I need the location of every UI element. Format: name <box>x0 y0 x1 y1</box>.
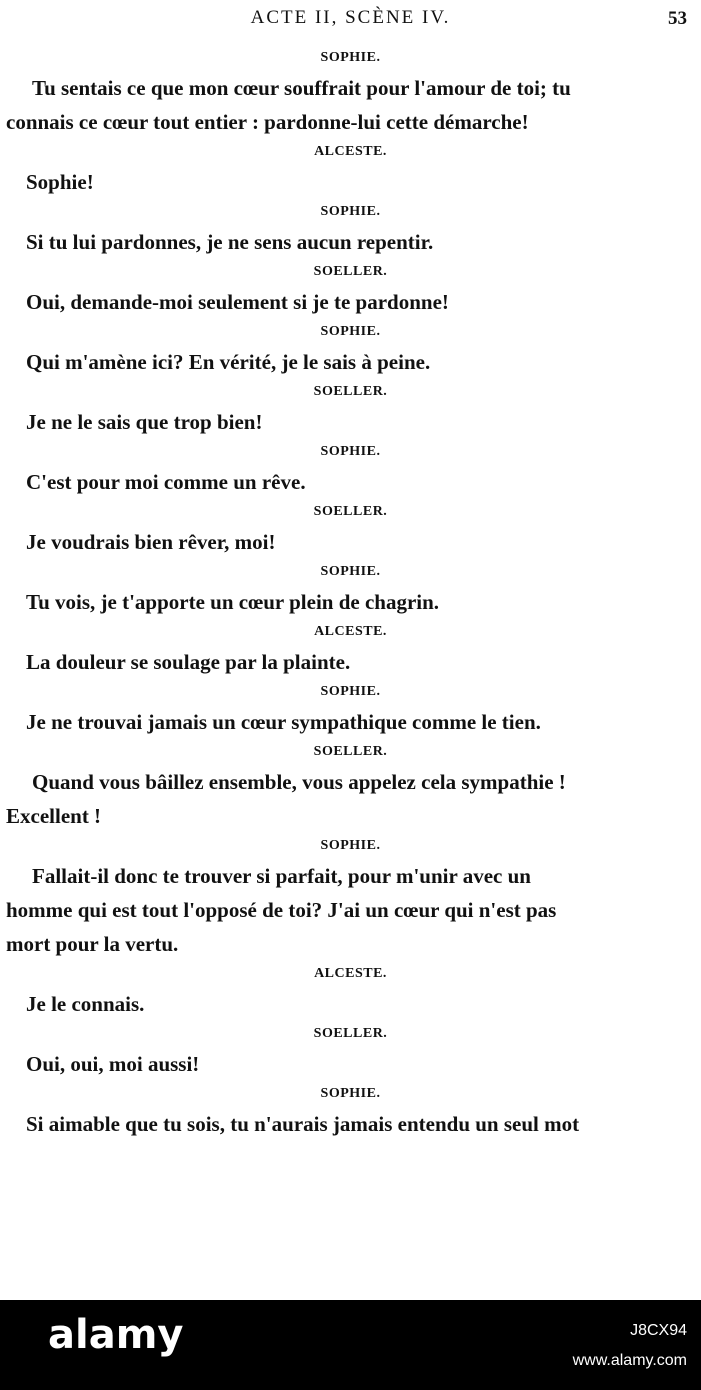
dialogue-line <box>0 705 701 739</box>
dialogue-line <box>0 859 701 961</box>
dialogue-line <box>0 71 701 139</box>
speaker-name: SOPHIE. <box>320 684 381 699</box>
dialogue-line <box>0 1047 701 1081</box>
site-url: www.alamy.com <box>572 1352 687 1369</box>
alamy-logo: alamy <box>48 1312 184 1358</box>
speaker-name: ALCESTE. <box>314 624 387 639</box>
dialogue-line <box>0 585 701 619</box>
text-line: Oui, oui, moi aussi! <box>26 1052 200 1076</box>
page-header <box>0 4 701 34</box>
text-line: Si aimable que tu sois, tu n'aurais jamais entendu un seul mot <box>26 1112 580 1136</box>
speaker-name: SOPHIE. <box>320 204 381 219</box>
text-line: Sophie! <box>26 170 94 194</box>
text-line: Tu vois, je t'apporte un cœur plein de chagrin. <box>26 590 440 614</box>
text-line: Je ne trouvai jamais un cœur sympathique comme le tien. <box>26 710 541 734</box>
speaker-name: SOPHIE. <box>320 444 381 459</box>
dialogue-line <box>0 1107 701 1141</box>
page-number: 53 <box>668 8 687 29</box>
text-line: La douleur se soulage par la plainte. <box>26 650 351 674</box>
speaker-name: SOELLER. <box>313 264 388 279</box>
image-id: J8CX94 <box>630 1322 687 1339</box>
speaker-name: SOPHIE. <box>320 324 381 339</box>
dialogue-line <box>0 987 701 1021</box>
speaker-name: SOPHIE. <box>320 838 381 853</box>
dialogue-line <box>0 345 701 379</box>
watermark-banner <box>0 1300 701 1390</box>
speaker-name: SOELLER. <box>313 384 388 399</box>
text-line: mort pour la vertu. <box>6 932 179 956</box>
dialogue-line <box>0 285 701 319</box>
speaker-name: ALCESTE. <box>314 144 387 159</box>
speaker-name: SOPHIE. <box>320 50 381 65</box>
text-line: Excellent ! <box>6 804 102 828</box>
dialogue-line <box>0 645 701 679</box>
text-line: Qui m'amène ici? En vérité, je le sais à peine. <box>26 350 431 374</box>
text-line: C'est pour moi comme un rêve. <box>26 470 306 494</box>
dialogue-line <box>0 405 701 439</box>
text-line: Oui, demande-moi seulement si je te pardonne! <box>26 290 449 314</box>
speaker-name: SOELLER. <box>313 1026 388 1041</box>
dialogue-line <box>0 765 701 833</box>
speaker-name: SOPHIE. <box>320 564 381 579</box>
dialogue-line <box>0 225 701 259</box>
text-line: homme qui est tout l'opposé de toi? J'ai un cœur qui n'est pas <box>6 898 557 922</box>
text-line: Fallait-il donc te trouver si parfait, pour m'unir avec un <box>32 864 531 888</box>
dialogue-line <box>0 465 701 499</box>
text-line: Je ne le sais que trop bien! <box>26 410 263 434</box>
speaker-name: ALCESTE. <box>314 966 387 981</box>
text-line: Quand vous bâillez ensemble, vous appelez cela sympathie ! <box>32 770 566 794</box>
speaker-name: SOPHIE. <box>320 1086 381 1101</box>
dialogue-line <box>0 165 701 199</box>
text-line: Tu sentais ce que mon cœur souffrait pour l'amour de toi; tu <box>32 76 571 100</box>
dialogue-line <box>0 525 701 559</box>
text-line: Je le connais. <box>26 992 145 1016</box>
text-line: Je voudrais bien rêver, moi! <box>26 530 276 554</box>
running-title: ACTE II, SCÈNE IV. <box>250 7 451 28</box>
text-line: Si tu lui pardonnes, je ne sens aucun repentir. <box>26 230 434 254</box>
dialogue-text <box>0 45 701 1141</box>
speaker-name: SOELLER. <box>313 504 388 519</box>
speaker-name: SOELLER. <box>313 744 388 759</box>
text-line: connais ce cœur tout entier : pardonne-lui cette démarche! <box>6 110 529 134</box>
